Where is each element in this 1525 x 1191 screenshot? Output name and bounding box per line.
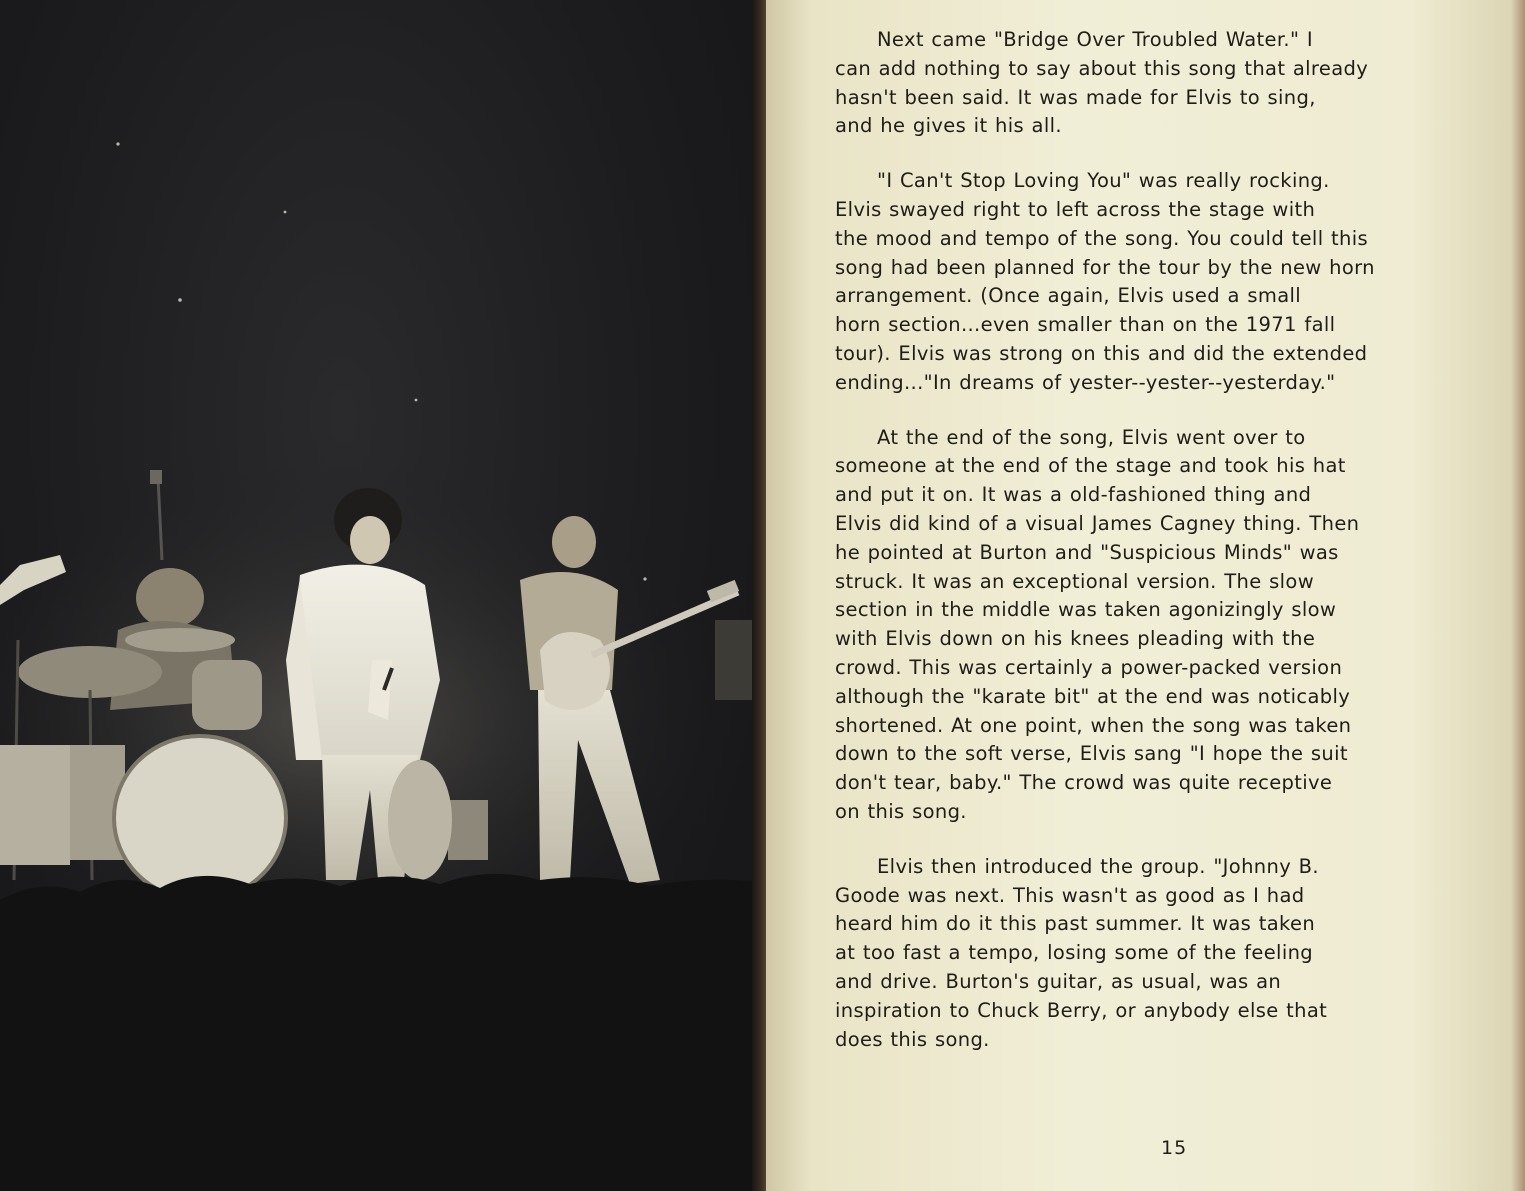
text-line: and put it on. It was a old-fashioned thing and <box>835 483 1312 507</box>
page-number: 15 <box>1161 1137 1188 1159</box>
text-line: "I Can't Stop Loving You" was really rocking. <box>877 169 1330 193</box>
text-line: don't tear, baby." The crowd was quite receptive <box>835 771 1333 795</box>
text-line: heard him do it this past summer. It was taken <box>835 912 1316 936</box>
text-line: inspiration to Chuck Berry, or anybody else that <box>835 998 1328 1022</box>
film-speck <box>415 399 418 402</box>
text-line: At the end of the song, Elvis went over to <box>877 425 1306 449</box>
text-line: down to the soft verse, Elvis sang "I hope the suit <box>835 742 1348 766</box>
singer-face <box>350 516 390 564</box>
cymbal <box>125 628 235 652</box>
text-line: Elvis did kind of a visual James Cagney thing. Then <box>835 511 1360 535</box>
electric-guitar-body <box>540 632 610 710</box>
concert-photograph <box>0 0 762 1191</box>
text-line: arrangement. (Once again, Elvis used a small <box>835 284 1302 308</box>
text-line: section in the middle was taken agonizingly slow <box>835 598 1337 622</box>
film-speck <box>284 211 287 214</box>
text-line: at too fast a tempo, losing some of the feeling <box>835 941 1314 965</box>
text-line: hasn't been said. It was made for Elvis to sing, <box>835 85 1316 109</box>
text-line: the mood and tempo of the song. You could tell this <box>835 226 1369 250</box>
drummer-head <box>136 568 204 628</box>
guitarist-head <box>552 516 596 568</box>
film-speck <box>178 298 182 302</box>
text-line: Elvis swayed right to left across the stage with <box>835 197 1316 221</box>
text-line: Elvis then introduced the group. "Johnny B. <box>877 854 1319 878</box>
text-line: struck. It was an exceptional version. The slow <box>835 569 1315 593</box>
text-line: tour). Elvis was strong on this and did the extended <box>835 341 1368 365</box>
text-line: although the "karate bit" at the end was noticably <box>835 684 1351 708</box>
text-line: ending..."In dreams of yester--yester--yesterday." <box>835 370 1336 394</box>
text-line: horn section...even smaller than on the 1971 fall <box>835 313 1336 337</box>
paragraph-johnny-b-goode <box>835 853 1515 1055</box>
text-page <box>766 0 1525 1191</box>
singer-arm <box>368 660 392 720</box>
text-line: he pointed at Burton and "Suspicious Minds" was <box>835 540 1339 564</box>
stage-monitor <box>448 800 488 860</box>
paragraph-i-cant-stop-loving-you <box>835 167 1515 397</box>
text-line: shortened. At one point, when the song was taken <box>835 713 1352 737</box>
film-speck <box>116 142 119 145</box>
text-line: with Elvis down on his knees pleading with the <box>835 627 1316 651</box>
text-line: someone at the end of the stage and took his hat <box>835 454 1346 478</box>
paragraph-suspicious-minds <box>835 424 1515 827</box>
floor-tom <box>0 745 70 865</box>
text-line: and drive. Burton's guitar, as usual, was an <box>835 969 1282 993</box>
stage-drum-right <box>388 760 452 880</box>
concert-photo-page <box>0 0 762 1191</box>
text-line: and he gives it his all. <box>835 114 1062 138</box>
text-line: Next came "Bridge Over Troubled Water." I <box>877 28 1313 51</box>
text-line: song had been planned for the tour by the new horn <box>835 255 1375 279</box>
mic-head <box>150 470 162 484</box>
text-line: can add nothing to say about this song that already <box>835 56 1369 80</box>
text-line: crowd. This was certainly a power-packed version <box>835 655 1343 679</box>
paragraph-bridge-over-troubled-water <box>835 26 1515 141</box>
body-text <box>835 26 1515 1080</box>
audience-silhouette <box>0 874 762 1191</box>
text-line: does this song. <box>835 1027 990 1051</box>
film-speck <box>643 577 646 580</box>
tom-drum <box>192 660 262 730</box>
text-line: on this song. <box>835 799 967 823</box>
text-line: Goode was next. This wasn't as good as I had <box>835 883 1305 907</box>
